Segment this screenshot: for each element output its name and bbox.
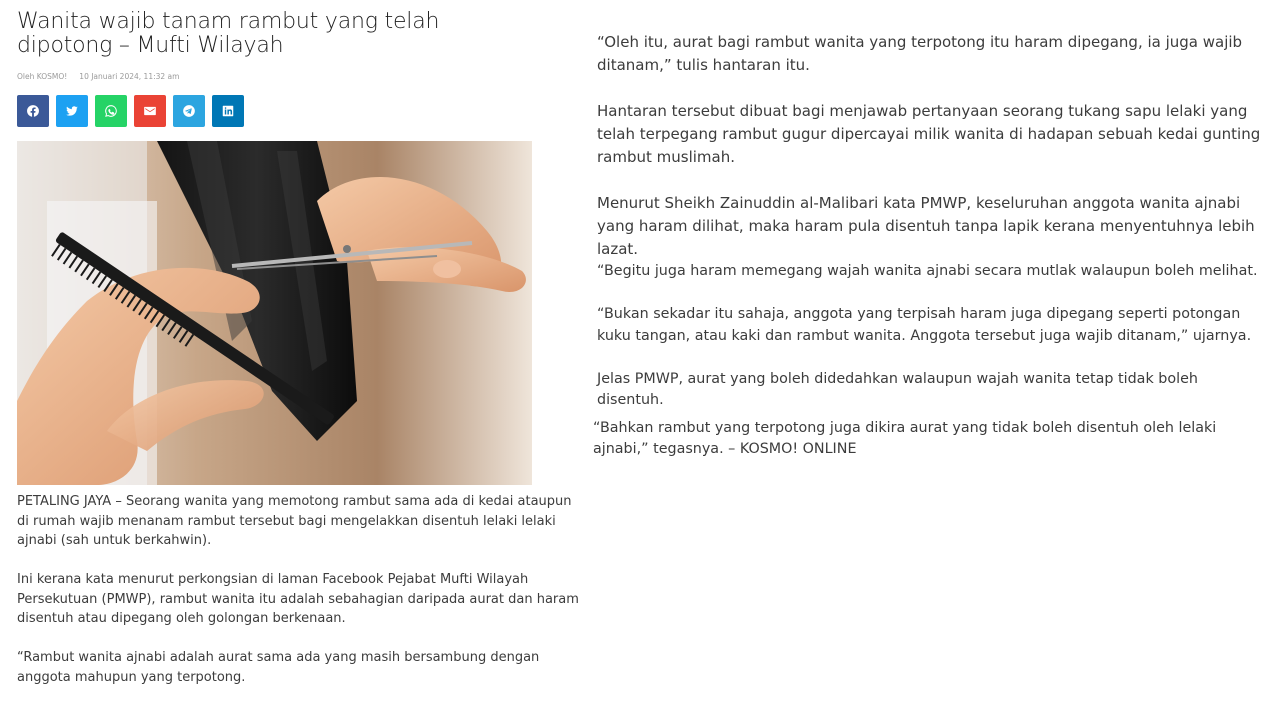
right-column (593, 31, 1265, 461)
share-whatsapp-button[interactable] (95, 95, 127, 127)
facebook-icon (26, 104, 40, 118)
share-twitter-button[interactable] (56, 95, 88, 127)
article-photo (17, 141, 532, 485)
paragraph: Hantaran tersebut dibuat bagi menjawab pertanyaan seorang tukang sapu lelaki yang telah terpegang rambut gugur dipercayai milik wanita di hadapan sebuah kedai gunting rambut muslimah. (597, 102, 1261, 166)
share-email-button[interactable] (134, 95, 166, 127)
whatsapp-icon (104, 104, 118, 118)
paragraph: “Oleh itu, aurat bagi rambut wanita yang terpotong itu haram dipegang, ia juga wajib ditanam,” tulis hantaran itu. (597, 33, 1243, 74)
paragraph: Jelas PMWP, aurat yang boleh didedahkan walaupun wajah wanita tetap tidak boleh disentuh. (597, 370, 1198, 408)
article-title: Wanita wajib tanam rambut yang telah dipotong – Mufti Wilayah (17, 9, 440, 58)
share-linkedin-button[interactable] (212, 95, 244, 127)
email-icon (143, 104, 157, 118)
linkedin-icon (221, 104, 235, 118)
share-bar (17, 95, 582, 127)
publish-date: 10 Januari 2024, 11:32 am (79, 72, 180, 81)
share-telegram-button[interactable] (173, 95, 205, 127)
left-column (17, 10, 582, 707)
paragraph: “Bahkan rambut yang terpotong juga dikira aurat yang tidak boleh disentuh oleh lelaki ajnabi,” tegasnya. – KOSMO! ONLINE (593, 419, 1217, 457)
share-facebook-button[interactable] (17, 95, 49, 127)
article-meta (17, 72, 582, 81)
twitter-icon (65, 104, 79, 118)
paragraph: Menurut Sheikh Zainuddin al-Malibari kata PMWP, keseluruhan anggota wanita ajnabi yang haram dilihat, maka haram pula disentuh tanpa lapik kerana menyentuhnya lebih lazat. (597, 194, 1255, 258)
author-link[interactable]: Oleh KOSMO! (17, 72, 68, 81)
paragraph: “Begitu juga haram memegang wajah wanita ajnabi secara mutlak walaupun boleh melihat. (597, 263, 1258, 279)
paragraph: “Bukan sekadar itu sahaja, anggota yang terpisah haram juga dipegang seperti potongan kuku tangan, atau kaki dan rambut wanita. Anggota tersebut juga wajib ditanam,” ujarnya. (597, 306, 1252, 344)
haircut-illustration (17, 141, 532, 485)
paragraph: Ini kerana kata menurut perkongsian di laman Facebook Pejabat Mufti Wilayah Persekutuan (PMWP), rambut wanita itu adalah sebahagian daripada aurat dan haram disentuh atau dipegang oleh golongan berkenaan. (17, 572, 579, 626)
paragraph: “Rambut wanita ajnabi adalah aurat sama ada yang masih bersambung dengan anggota mahupun yang terpotong. (17, 650, 540, 685)
left-article-body (17, 492, 582, 687)
paragraph: PETALING JAYA – Seorang wanita yang memotong rambut sama ada di kedai ataupun di rumah wajib menanam rambut tersebut bagi mengelakkan disentuh lelaki lelaki ajnabi (sah untuk berkahwin). (17, 494, 572, 548)
telegram-icon (182, 104, 196, 118)
